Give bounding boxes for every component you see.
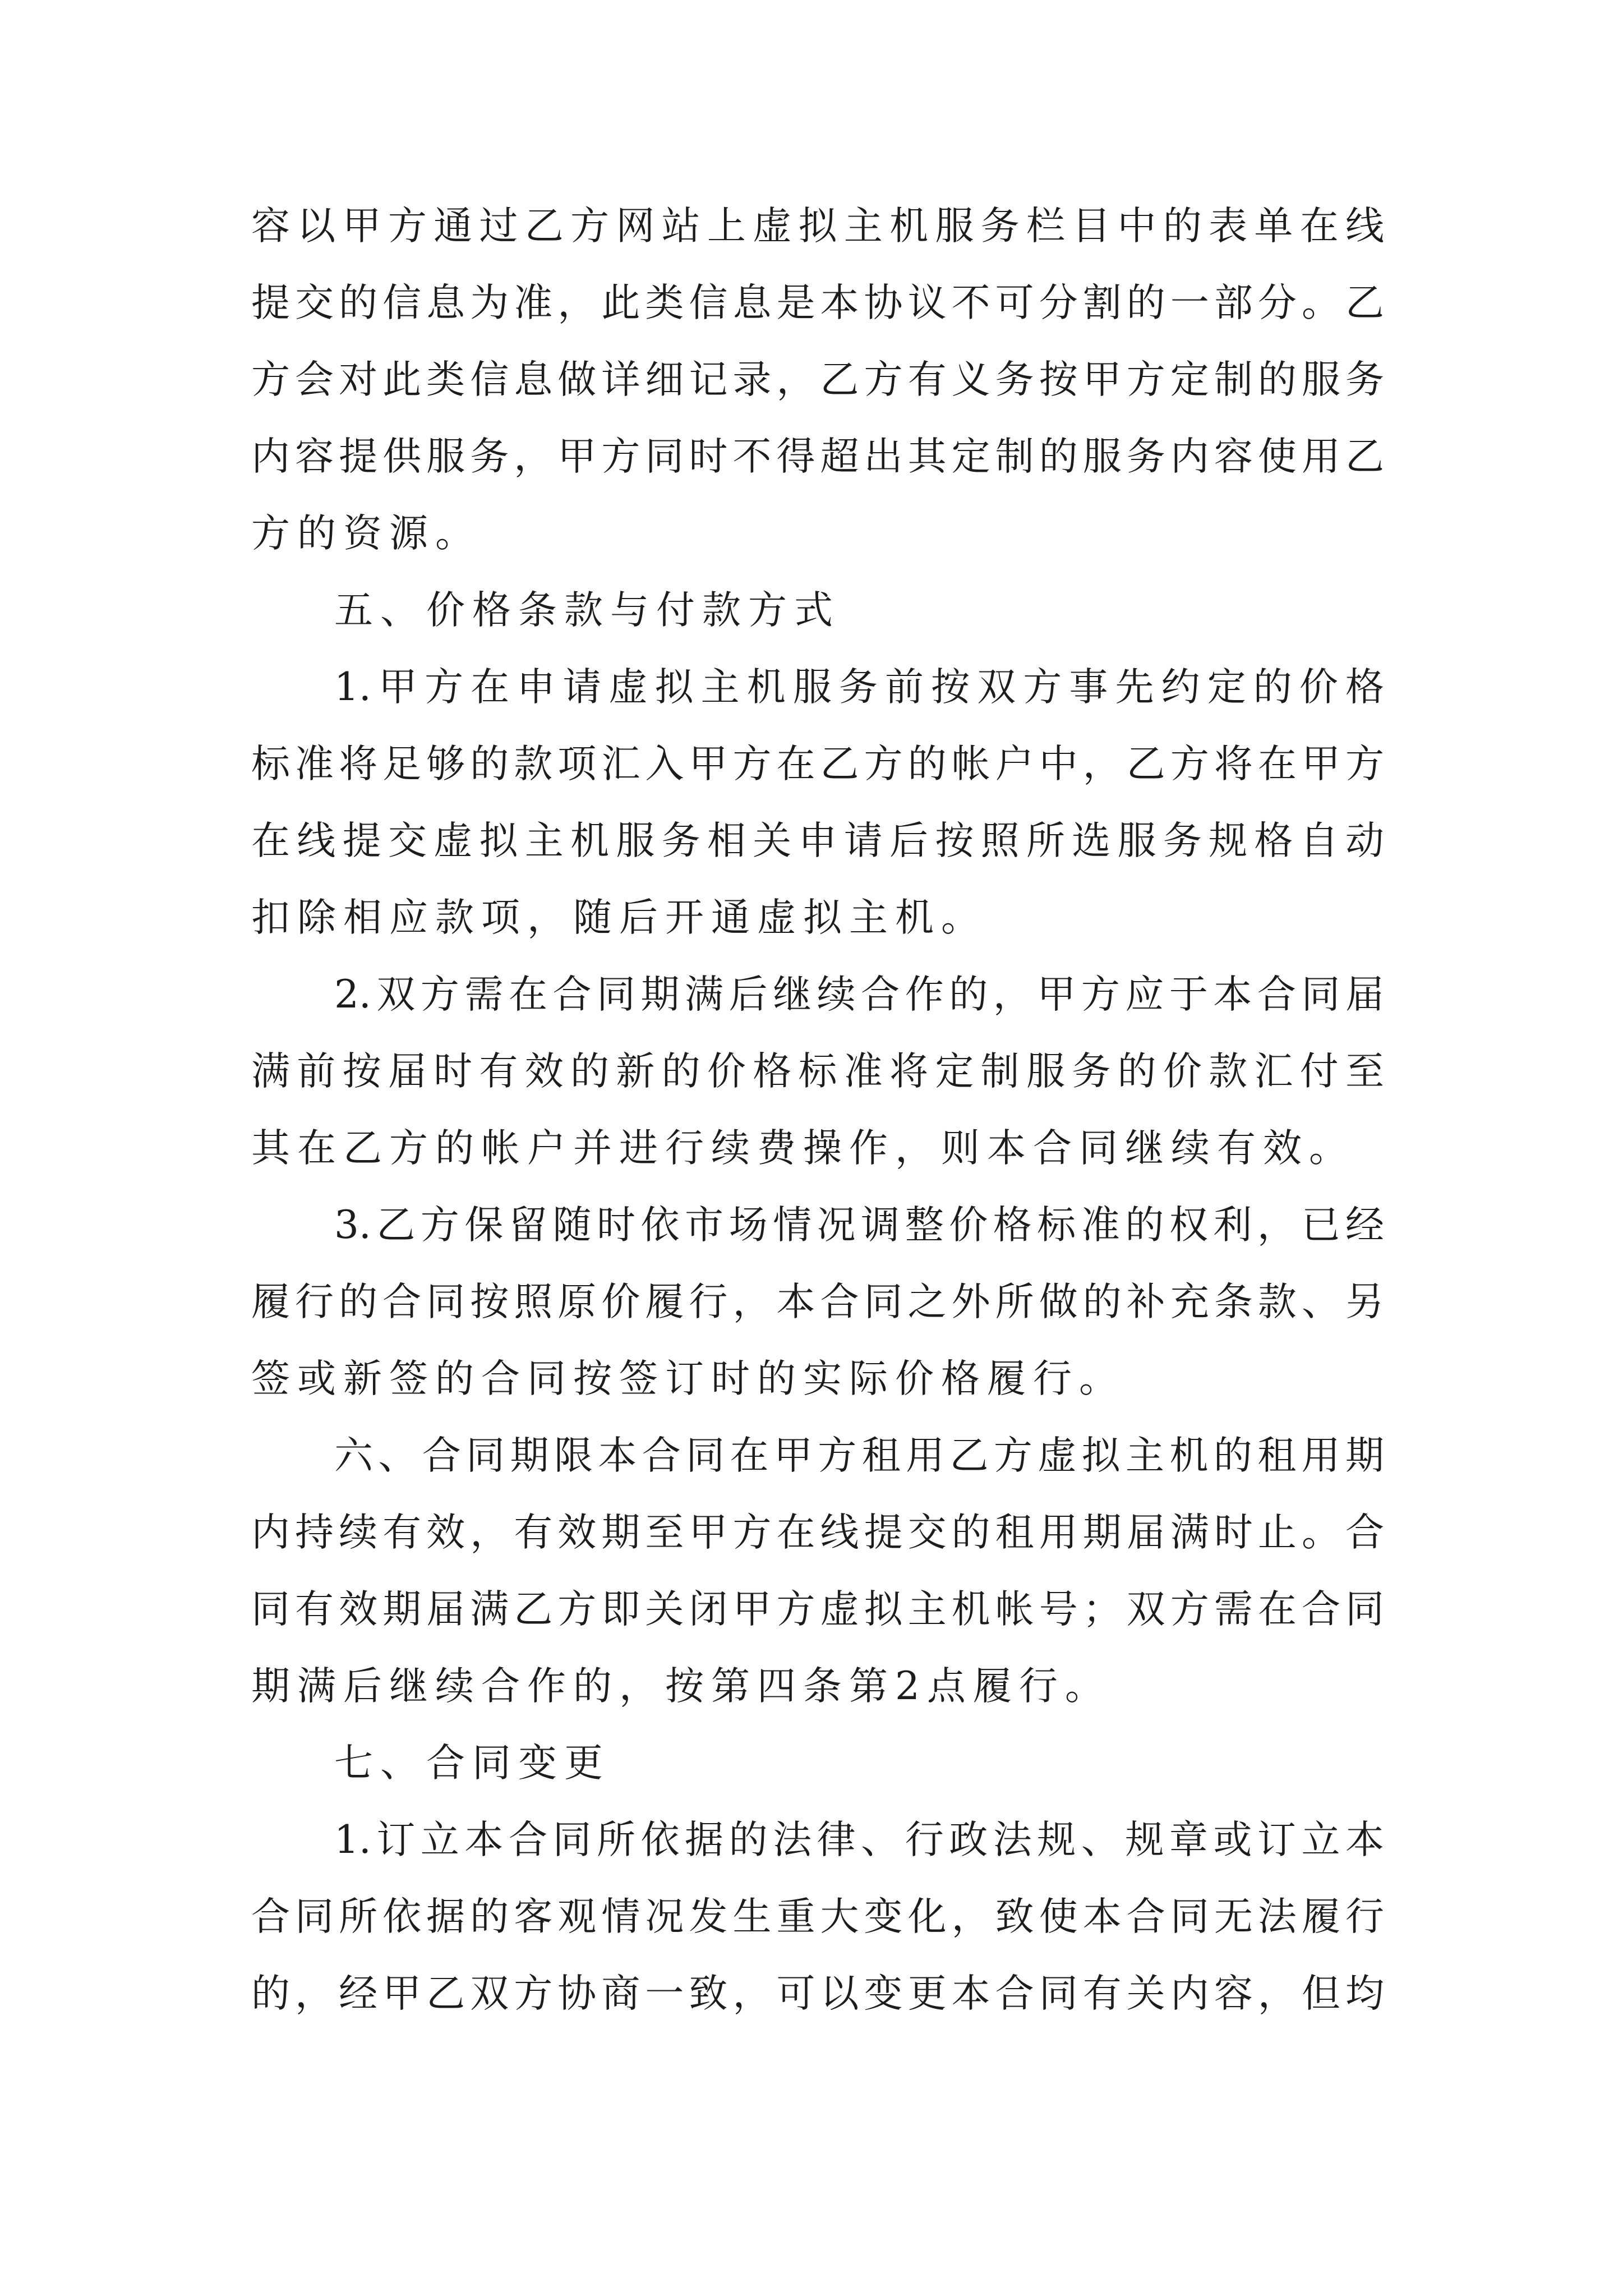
text-line: 扣除相应款项，随后开通虚拟主机。 [251, 895, 987, 940]
text-line: 的，经甲乙双方协商一致，可以变更本合同有关内容，但均 [251, 1971, 1384, 2016]
text-line: 同有效期届满乙方即关闭甲方虚拟主机帐号；双方需在合同 [251, 1587, 1384, 1632]
text-line: 容以甲方通过乙方网站上虚拟主机服务栏目中的表单在线 [251, 204, 1384, 249]
section-heading: 五、价格条款与付款方式 [334, 588, 840, 633]
text-line: 签或新签的合同按签订时的实际价格履行。 [251, 1356, 1125, 1401]
text-line: 3.乙方保留随时依市场情况调整价格标准的权利，已经 [334, 1203, 1384, 1248]
text-line: 满前按届时有效的新的价格标准将定制服务的价款汇付至 [251, 1049, 1384, 1094]
text-line: 1.甲方在申请虚拟主机服务前按双方事先约定的价格 [334, 665, 1384, 710]
text-line: 在线提交虚拟主机服务相关申请后按照所选服务规格自动 [251, 818, 1384, 863]
text-line: 期满后继续合作的，按第四条第2点履行。 [251, 1664, 1111, 1709]
text-line: 内容提供服务，甲方同时不得超出其定制的服务内容使用乙 [251, 434, 1384, 479]
text-line: 2.双方需在合同期满后继续合作的，甲方应于本合同届 [334, 972, 1384, 1017]
text-line: 其在乙方的帐户并进行续费操作，则本合同继续有效。 [251, 1126, 1355, 1171]
section-heading: 七、合同变更 [334, 1741, 610, 1786]
text-line: 六、合同期限本合同在甲方租用乙方虚拟主机的租用期 [334, 1433, 1384, 1478]
text-line: 1.订立本合同所依据的法律、行政法规、规章或订立本 [334, 1818, 1384, 1862]
text-line: 标准将足够的款项汇入甲方在乙方的帐户中，乙方将在甲方 [251, 742, 1384, 786]
text-line: 提交的信息为准，此类信息是本协议不可分割的一部分。乙 [251, 280, 1384, 325]
text-line: 内持续有效，有效期至甲方在线提交的租用期届满时止。合 [251, 1510, 1384, 1555]
text-line: 方的资源。 [251, 511, 481, 556]
text-line: 履行的合同按照原价履行，本合同之外所做的补充条款、另 [251, 1280, 1384, 1324]
text-line: 方会对此类信息做详细记录，乙方有义务按甲方定制的服务 [251, 357, 1384, 402]
text-line: 合同所依据的客观情况发生重大变化，致使本合同无法履行 [251, 1894, 1384, 1939]
